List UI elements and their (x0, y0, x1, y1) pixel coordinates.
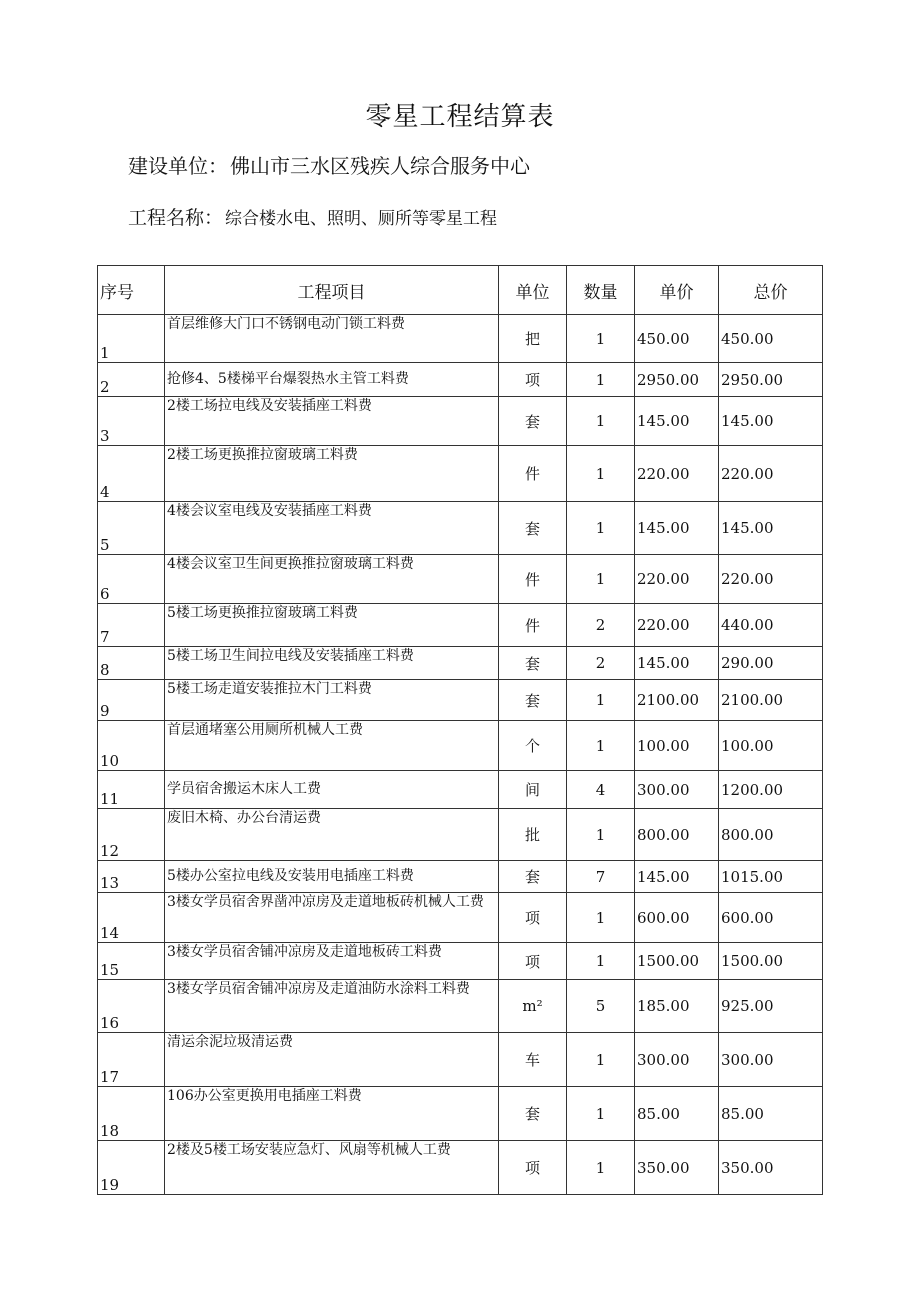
table-row (98, 502, 823, 555)
row-qty: 1 (567, 1141, 635, 1195)
row-price: 800.00 (635, 809, 719, 861)
row-item: 106办公室更换用电插座工料费 (165, 1087, 499, 1141)
table-row (98, 809, 823, 861)
table-row (98, 893, 823, 943)
row-price: 1500.00 (635, 943, 719, 980)
table-row (98, 446, 823, 502)
row-total: 1500.00 (719, 943, 823, 980)
settlement-table (97, 265, 823, 1195)
row-qty: 5 (567, 980, 635, 1033)
table-row (98, 397, 823, 446)
row-item: 抢修4、5楼梯平台爆裂热水主管工料费 (165, 363, 499, 397)
row-no: 2 (98, 363, 165, 397)
row-unit: 套 (499, 1087, 567, 1141)
header-qty: 数量 (567, 266, 635, 315)
row-total: 2950.00 (719, 363, 823, 397)
row-qty: 7 (567, 861, 635, 893)
row-no: 5 (98, 502, 165, 555)
row-qty: 1 (567, 680, 635, 721)
row-qty: 4 (567, 771, 635, 809)
project-value: 综合楼水电、照明、厕所等零星工程 (225, 209, 498, 229)
project-label: 工程名称： (128, 207, 224, 229)
row-item: 5楼办公室拉电线及安装用电插座工料费 (165, 861, 499, 893)
row-price: 220.00 (635, 555, 719, 604)
row-total: 145.00 (719, 502, 823, 555)
client-line (128, 150, 530, 179)
row-qty: 1 (567, 721, 635, 771)
row-price: 220.00 (635, 446, 719, 502)
table-row (98, 1087, 823, 1141)
row-no: 15 (98, 943, 165, 980)
row-no: 3 (98, 397, 165, 446)
row-item: 3楼女学员宿舍铺冲凉房及走道地板砖工料费 (165, 943, 499, 980)
row-item: 5楼工场走道安装推拉木门工料费 (165, 680, 499, 721)
row-price: 2950.00 (635, 363, 719, 397)
row-no: 11 (98, 771, 165, 809)
project-line (128, 203, 497, 230)
table-row (98, 980, 823, 1033)
row-item: 4楼会议室电线及安装插座工料费 (165, 502, 499, 555)
client-label: 建设单位： (128, 154, 228, 178)
row-no: 19 (98, 1141, 165, 1195)
row-unit: m² (499, 980, 567, 1033)
row-unit: 项 (499, 943, 567, 980)
row-total: 450.00 (719, 315, 823, 363)
row-qty: 1 (567, 1087, 635, 1141)
row-unit: 把 (499, 315, 567, 363)
row-unit: 件 (499, 555, 567, 604)
row-item: 4楼会议室卫生间更换推拉窗玻璃工料费 (165, 555, 499, 604)
row-price: 100.00 (635, 721, 719, 771)
row-no: 7 (98, 604, 165, 647)
row-total: 100.00 (719, 721, 823, 771)
row-item: 3楼女学员宿舍界凿冲凉房及走道地板砖机械人工费 (165, 893, 499, 943)
row-unit: 项 (499, 363, 567, 397)
row-item: 2楼及5楼工场安装应急灯、风扇等机械人工费 (165, 1141, 499, 1195)
row-total: 2100.00 (719, 680, 823, 721)
row-unit: 项 (499, 1141, 567, 1195)
row-price: 145.00 (635, 861, 719, 893)
row-no: 1 (98, 315, 165, 363)
row-qty: 1 (567, 502, 635, 555)
row-item: 清运余泥垃圾清运费 (165, 1033, 499, 1087)
row-no: 9 (98, 680, 165, 721)
row-total: 350.00 (719, 1141, 823, 1195)
table-row (98, 555, 823, 604)
row-price: 300.00 (635, 1033, 719, 1087)
row-price: 450.00 (635, 315, 719, 363)
row-no: 12 (98, 809, 165, 861)
row-item: 首层通堵塞公用厕所机械人工费 (165, 721, 499, 771)
row-qty: 2 (567, 604, 635, 647)
row-no: 10 (98, 721, 165, 771)
row-item: 5楼工场更换推拉窗玻璃工料费 (165, 604, 499, 647)
row-total: 800.00 (719, 809, 823, 861)
header-item: 工程项目 (165, 266, 499, 315)
row-total: 300.00 (719, 1033, 823, 1087)
row-total: 925.00 (719, 980, 823, 1033)
row-unit: 套 (499, 502, 567, 555)
header-price: 单价 (635, 266, 719, 315)
row-qty: 1 (567, 446, 635, 502)
row-unit: 套 (499, 647, 567, 680)
table-header-row (98, 266, 823, 315)
row-qty: 1 (567, 943, 635, 980)
table-row (98, 771, 823, 809)
row-item: 5楼工场卫生间拉电线及安装插座工料费 (165, 647, 499, 680)
row-price: 600.00 (635, 893, 719, 943)
row-total: 290.00 (719, 647, 823, 680)
table-row (98, 604, 823, 647)
row-total: 600.00 (719, 893, 823, 943)
header-no: 序号 (98, 266, 165, 315)
row-no: 17 (98, 1033, 165, 1087)
row-no: 6 (98, 555, 165, 604)
row-total: 1015.00 (719, 861, 823, 893)
row-item: 学员宿舍搬运木床人工费 (165, 771, 499, 809)
row-item: 2楼工场拉电线及安装插座工料费 (165, 397, 499, 446)
row-unit: 个 (499, 721, 567, 771)
page-title: 零星工程结算表 (365, 102, 555, 132)
row-unit: 批 (499, 809, 567, 861)
table-row (98, 861, 823, 893)
row-unit: 套 (499, 861, 567, 893)
table-row (98, 363, 823, 397)
row-unit: 套 (499, 397, 567, 446)
row-item: 废旧木椅、办公台清运费 (165, 809, 499, 861)
row-no: 14 (98, 893, 165, 943)
header-unit: 单位 (499, 266, 567, 315)
row-qty: 1 (567, 363, 635, 397)
row-price: 145.00 (635, 397, 719, 446)
client-value: 佛山市三水区残疾人综合服务中心 (230, 154, 530, 178)
row-qty: 1 (567, 809, 635, 861)
table-row (98, 1033, 823, 1087)
row-total: 1200.00 (719, 771, 823, 809)
row-qty: 1 (567, 555, 635, 604)
row-no: 16 (98, 980, 165, 1033)
row-total: 85.00 (719, 1087, 823, 1141)
row-qty: 1 (567, 893, 635, 943)
row-price: 145.00 (635, 647, 719, 680)
row-total: 145.00 (719, 397, 823, 446)
row-total: 220.00 (719, 446, 823, 502)
row-no: 4 (98, 446, 165, 502)
table-row (98, 721, 823, 771)
row-unit: 套 (499, 680, 567, 721)
row-qty: 1 (567, 397, 635, 446)
row-price: 2100.00 (635, 680, 719, 721)
row-price: 185.00 (635, 980, 719, 1033)
header-total: 总价 (719, 266, 823, 315)
row-price: 85.00 (635, 1087, 719, 1141)
row-item: 2楼工场更换推拉窗玻璃工料费 (165, 446, 499, 502)
row-no: 8 (98, 647, 165, 680)
row-unit: 间 (499, 771, 567, 809)
row-no: 13 (98, 861, 165, 893)
row-price: 350.00 (635, 1141, 719, 1195)
row-qty: 1 (567, 1033, 635, 1087)
row-item: 首层维修大门口不锈钢电动门锁工料费 (165, 315, 499, 363)
row-item: 3楼女学员宿舍铺冲凉房及走道油防水涂料工料费 (165, 980, 499, 1033)
row-unit: 件 (499, 604, 567, 647)
row-price: 145.00 (635, 502, 719, 555)
table-row (98, 1141, 823, 1195)
table-row (98, 647, 823, 680)
table-row (98, 680, 823, 721)
row-no: 18 (98, 1087, 165, 1141)
row-unit: 车 (499, 1033, 567, 1087)
row-qty: 2 (567, 647, 635, 680)
table-row (98, 315, 823, 363)
row-total: 440.00 (719, 604, 823, 647)
row-price: 220.00 (635, 604, 719, 647)
row-qty: 1 (567, 315, 635, 363)
table-row (98, 943, 823, 980)
row-price: 300.00 (635, 771, 719, 809)
row-total: 220.00 (719, 555, 823, 604)
row-unit: 件 (499, 446, 567, 502)
row-unit: 项 (499, 893, 567, 943)
